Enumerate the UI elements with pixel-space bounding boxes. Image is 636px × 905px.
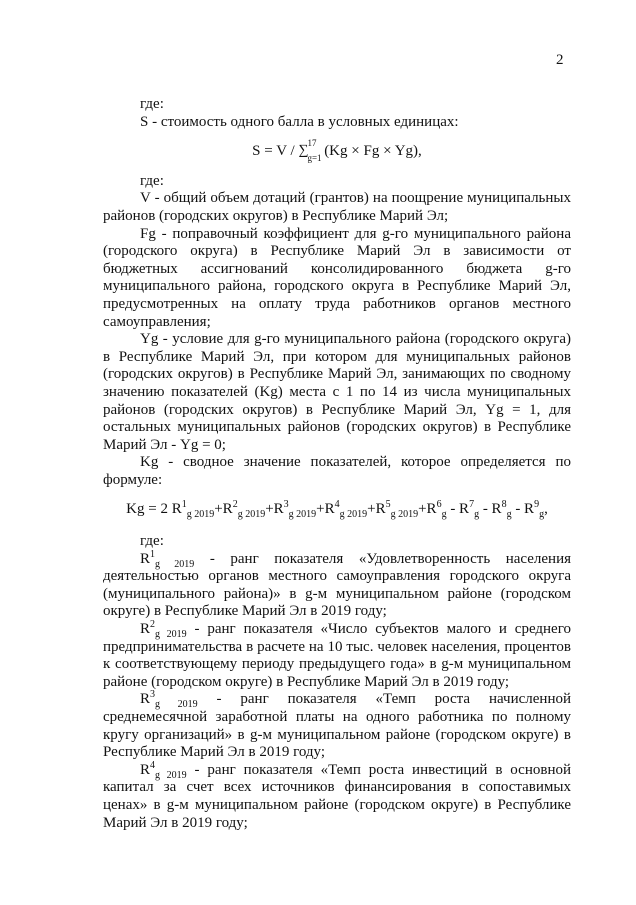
rank-sup: 4 (150, 759, 156, 771)
rank-definition-4 (103, 759, 572, 832)
kg-term-sup: 8 (501, 499, 507, 511)
sum-lower-limit: g=1 (307, 153, 322, 164)
where-label-3: где: (140, 533, 164, 550)
kg-term-operator: +R (418, 501, 437, 518)
rank-sup: 2 (150, 619, 156, 631)
rank-definitions (103, 548, 572, 833)
rank-sub: g 2019 (155, 699, 198, 711)
formula-kg (103, 501, 571, 519)
rank-text: - ранг показателя «Темп роста начисленной среднемесячной заработной платы на одного работника по полному кругу организаций» в g-м муниципальном районе (городском округе) в Республике Марий Эл в 2019 году; (103, 691, 571, 761)
kg-term-sub: g (506, 509, 512, 521)
kg-term-sup: 9 (534, 499, 540, 511)
kg-term-sub: g (474, 509, 480, 521)
rank-symbol: R (140, 550, 151, 567)
kg-term-sup: 7 (469, 499, 475, 511)
where-label-1: где: (140, 96, 164, 112)
rank-text: - ранг показателя «Удовлетворенность населения деятельностью органов местного самоуправления городского округа (муниципального района)» в g-м муниципальном районе (городском округе) в Республике Марий Эл в 2019 году; (103, 550, 571, 620)
rank-definition-1 (103, 548, 571, 621)
kg-term-sub: g 2019 (237, 509, 266, 521)
kg-term-operator: - R (511, 501, 535, 518)
formula-kg-lead: Kg = 2 R (126, 501, 182, 518)
kg-term-operator: - R (479, 501, 502, 518)
kg-term-operator: +R (367, 501, 386, 518)
kg-term-sub: g 2019 (186, 509, 215, 521)
formula-s-lhs: S = V / (252, 143, 299, 160)
rank-symbol: R (140, 691, 151, 708)
kg-term-operator: , (544, 501, 548, 518)
formula-s-rhs: (Kg × Fg × Yg), (320, 143, 422, 160)
rank-sup: 1 (150, 548, 156, 560)
v-definition: V - общий объем дотаций (грантов) на поощрение муниципальных районов (городских округов) в Республике Марий Эл; (103, 190, 571, 224)
fg-definition: Fg - поправочный коэффициент для g-го муниципального района (городского округа) в Республике Марий Эл в зависимости от бюджетных ассигнований консолидированного бюджета g-го муниципального района, городского округа в Республике Марий Эл, предусмотренных на оплату труда работников органов местного самоуправления; (103, 225, 571, 330)
kg-definition: Kg - сводное значение показателей, которое определяется по формуле: (103, 454, 571, 488)
rank-sup: 3 (150, 689, 156, 701)
rank-sub: g 2019 (155, 558, 195, 570)
kg-term-operator: - R (446, 501, 470, 518)
sum-upper-limit: 17 (307, 138, 317, 149)
kg-term-sup: 3 (283, 499, 289, 511)
formula-s (103, 138, 571, 164)
kg-term-sup: 2 (232, 499, 238, 511)
rank-text: - ранг показателя «Темп роста инвестиций в основной капитал за счет всех источников финансирования в сопоставимых ценах» в g-м муниципальном районе (городском округе) в Республике Марий Эл в 2019 году; (103, 761, 572, 831)
rank-sub: g 2019 (155, 629, 187, 641)
kg-term-sup: 4 (334, 499, 340, 511)
where-label-2: где: (140, 172, 164, 189)
page-body (103, 96, 571, 832)
kg-term-sub: g (539, 509, 545, 521)
rank-definition-2 (103, 621, 571, 691)
s-definition: S - стоимость одного балла в условных единицах: (140, 113, 459, 130)
rank-definition-3 (103, 691, 571, 761)
rank-symbol: R (140, 761, 151, 778)
kg-term-sub: g (441, 509, 447, 521)
page-number: 2 (556, 52, 564, 68)
rank-sub: g 2019 (155, 769, 187, 781)
kg-term-sup: 1 (181, 499, 187, 511)
kg-term-sub: g 2019 (390, 509, 419, 521)
sum-sigma: ∑ (298, 143, 309, 159)
kg-term-sup: 6 (436, 499, 442, 511)
kg-term-operator: +R (316, 501, 335, 518)
kg-term-sup: 5 (385, 499, 391, 511)
rank-text: - ранг показателя «Число субъектов малого и среднего предпринимательства в расчете на 10 тыс. человек населения, процентов к соответствующему периоду предыдущего года» в g-м муниципальном районе (городском округе) в Республике Марий Эл в 2019 году; (103, 621, 571, 690)
kg-term-sub: g 2019 (339, 509, 368, 521)
kg-term-operator: +R (214, 501, 233, 518)
rank-symbol: R (140, 621, 151, 638)
kg-term-sub: g 2019 (288, 509, 317, 521)
sum-symbol (298, 138, 322, 164)
yg-definition: Yg - условие для g-го муниципального района (городского округа) в Республике Марий Эл, при котором для муниципальных районов (городских округов) в Республике Марий Эл, занимающих по сводному значению показателей (Kg) места с 1 по 14 из числа муниципальных районов (городских округов) в Республике Марий Эл, Yg = 1, для остальных муниципальных районов (городских округов) в Республике Марий Эл - Yg = 0; (103, 331, 571, 453)
kg-term-operator: +R (265, 501, 284, 518)
